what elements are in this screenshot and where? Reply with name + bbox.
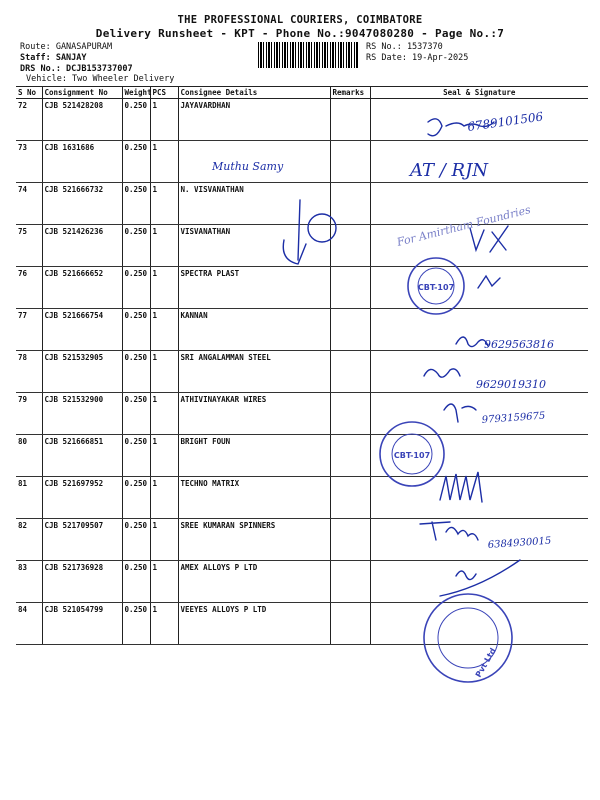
cell-signature	[370, 309, 588, 351]
col-remarks: Remarks	[330, 87, 370, 99]
col-consignment: Consignment No	[42, 87, 122, 99]
cell-signature	[370, 351, 588, 393]
staff: Staff: SANJAY	[20, 53, 87, 63]
cell-sno: 80	[16, 435, 42, 477]
cell-pcs: 1	[150, 351, 178, 393]
drs-number: DRS No.: DCJB153737007	[20, 64, 133, 74]
route: Route: GANASAPURAM	[20, 42, 113, 52]
table-row	[16, 351, 588, 393]
table-row	[16, 561, 588, 603]
cell-weight: 0.250	[122, 183, 150, 225]
table-row	[16, 477, 588, 519]
cell-remarks	[330, 267, 370, 309]
cell-pcs: 1	[150, 225, 178, 267]
cell-pcs: 1	[150, 267, 178, 309]
cell-weight: 0.250	[122, 477, 150, 519]
cell-sno: 74	[16, 183, 42, 225]
cell-remarks	[330, 183, 370, 225]
cell-consignee: AMEX ALLOYS P LTD	[178, 561, 330, 603]
table-row	[16, 141, 588, 183]
cell-signature	[370, 603, 588, 645]
cell-sno: 73	[16, 141, 42, 183]
phone-row79: 9793159675	[481, 410, 546, 426]
cell-signature	[370, 435, 588, 477]
phone-row78: 9629019310	[476, 378, 546, 391]
cell-consignee: BRIGHT FOUN	[178, 435, 330, 477]
cell-remarks	[330, 141, 370, 183]
cell-pcs: 1	[150, 603, 178, 645]
cell-remarks	[330, 603, 370, 645]
cell-consignee: N. VISVANATHAN	[178, 183, 330, 225]
cell-consignee: SRI ANGALAMMAN STEEL	[178, 351, 330, 393]
stamp-label-row84: Pvt Ltd	[473, 646, 498, 680]
cell-pcs: 1	[150, 519, 178, 561]
cell-signature	[370, 561, 588, 603]
cell-consignment: CJB 521709507	[42, 519, 122, 561]
cell-consignment: CJB 521054799	[42, 603, 122, 645]
cell-weight: 0.250	[122, 141, 150, 183]
cell-weight: 0.250	[122, 603, 150, 645]
cell-pcs: 1	[150, 99, 178, 141]
cell-weight: 0.250	[122, 267, 150, 309]
cell-consignment: CJB 521666732	[42, 183, 122, 225]
consignee-row73: Muthu Samy	[212, 160, 284, 173]
runsheet-table	[16, 86, 588, 645]
cell-consignment: CJB 521532905	[42, 351, 122, 393]
table-header	[16, 87, 588, 99]
col-sno: S No	[16, 87, 42, 99]
cell-remarks	[330, 519, 370, 561]
cell-pcs: 1	[150, 141, 178, 183]
table-row	[16, 435, 588, 477]
table-row	[16, 393, 588, 435]
cell-consignment: CJB 1631686	[42, 141, 122, 183]
cell-consignment: CJB 521426236	[42, 225, 122, 267]
company-title: THE PROFESSIONAL COURIERS, COIMBATORE	[177, 14, 423, 26]
cell-weight: 0.250	[122, 309, 150, 351]
barcode	[258, 42, 358, 68]
cell-pcs: 1	[150, 309, 178, 351]
cell-weight: 0.250	[122, 435, 150, 477]
phone-row82: 6384930015	[487, 535, 552, 551]
cell-consignee: VEEYES ALLOYS P LTD	[178, 603, 330, 645]
cell-remarks	[330, 309, 370, 351]
table-row	[16, 519, 588, 561]
cell-signature	[370, 141, 588, 183]
cell-consignee: JAYAVARDHAN	[178, 99, 330, 141]
cell-weight: 0.250	[122, 99, 150, 141]
cell-signature	[370, 519, 588, 561]
cell-sno: 78	[16, 351, 42, 393]
signature-row73: AT / RJN	[410, 160, 489, 181]
cell-sno: 72	[16, 99, 42, 141]
cell-consignee: KANNAN	[178, 309, 330, 351]
cell-remarks	[330, 351, 370, 393]
col-weight: Weight	[122, 87, 150, 99]
stamp-label-row80: CBT-107	[393, 451, 431, 460]
table-row	[16, 267, 588, 309]
cell-consignment: CJB 521697952	[42, 477, 122, 519]
cell-weight: 0.250	[122, 225, 150, 267]
cell-consignment: CJB 521532900	[42, 393, 122, 435]
cell-signature	[370, 477, 588, 519]
cell-consignee: ATHIVINAYAKAR WIRES	[178, 393, 330, 435]
cell-remarks	[330, 561, 370, 603]
cell-sno: 79	[16, 393, 42, 435]
runsheet-title: Delivery Runsheet - KPT - Phone No.:9047080280 - Page No.:7	[95, 27, 505, 40]
cell-weight: 0.250	[122, 351, 150, 393]
cell-remarks	[330, 225, 370, 267]
cell-weight: 0.250	[122, 393, 150, 435]
cell-consignment: CJB 521666851	[42, 435, 122, 477]
phone-row72: 6789101506	[466, 109, 545, 134]
cell-weight: 0.250	[122, 561, 150, 603]
table-row	[16, 183, 588, 225]
phone-row77: 9629563816	[484, 338, 554, 351]
cell-consignment: CJB 521666754	[42, 309, 122, 351]
cell-remarks	[330, 435, 370, 477]
cell-sno: 82	[16, 519, 42, 561]
cell-consignment: CJB 521428208	[42, 99, 122, 141]
table-row	[16, 225, 588, 267]
cell-sno: 76	[16, 267, 42, 309]
cell-consignment: CJB 521666652	[42, 267, 122, 309]
vehicle: Vehicle: Two Wheeler Delivery	[26, 74, 175, 84]
stamp-label-row76: CBT-107	[417, 283, 455, 292]
table-row	[16, 603, 588, 645]
cell-signature	[370, 393, 588, 435]
cell-pcs: 1	[150, 477, 178, 519]
col-consignee: Consignee Details	[178, 87, 330, 99]
stamp-text-row74: For Amirtham Foundries	[395, 203, 533, 249]
table-row	[16, 99, 588, 141]
cell-signature	[370, 267, 588, 309]
cell-remarks	[330, 477, 370, 519]
cell-sno: 83	[16, 561, 42, 603]
table-row	[16, 309, 588, 351]
col-pcs: PCS	[150, 87, 178, 99]
cell-consignee	[178, 141, 330, 183]
cell-consignee: VISVANATHAN	[178, 225, 330, 267]
cell-weight: 0.250	[122, 519, 150, 561]
cell-signature	[370, 99, 588, 141]
cell-consignee: TECHNO MATRIX	[178, 477, 330, 519]
cell-consignment: CJB 521736928	[42, 561, 122, 603]
cell-sno: 84	[16, 603, 42, 645]
col-signature: Seal & Signature	[370, 87, 588, 99]
cell-sno: 81	[16, 477, 42, 519]
cell-sno: 75	[16, 225, 42, 267]
cell-signature	[370, 225, 588, 267]
cell-remarks	[330, 99, 370, 141]
cell-remarks	[330, 393, 370, 435]
cell-sno: 77	[16, 309, 42, 351]
rs-number: RS No.: 1537370	[366, 42, 443, 52]
cell-pcs: 1	[150, 393, 178, 435]
cell-consignee: SREE KUMARAN SPINNERS	[178, 519, 330, 561]
cell-pcs: 1	[150, 183, 178, 225]
cell-pcs: 1	[150, 435, 178, 477]
rs-date: RS Date: 19-Apr-2025	[366, 53, 469, 63]
cell-consignee: SPECTRA PLAST	[178, 267, 330, 309]
cell-signature	[370, 183, 588, 225]
cell-pcs: 1	[150, 561, 178, 603]
